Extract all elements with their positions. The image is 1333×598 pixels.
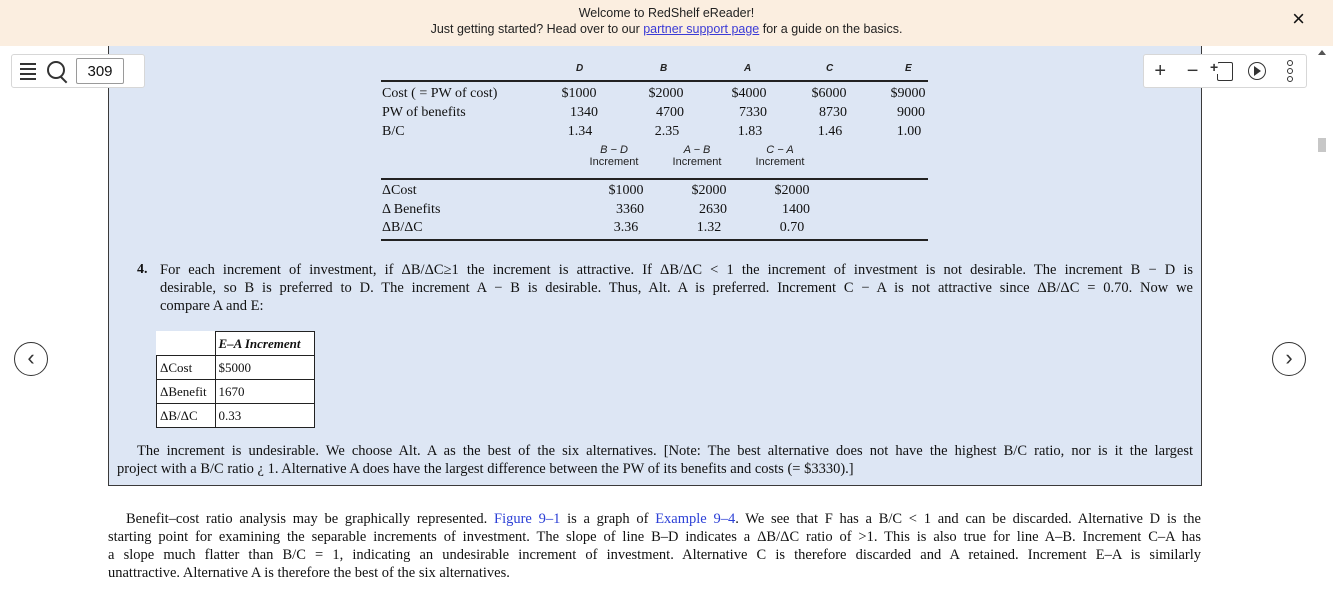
close-banner-button[interactable]: × bbox=[1292, 6, 1305, 31]
cell: $6000 bbox=[811, 86, 847, 101]
cell: 0.70 bbox=[779, 220, 805, 235]
row-label-pw-benefits: PW of benefits bbox=[382, 105, 466, 120]
cell: 9000 bbox=[897, 105, 925, 120]
cell: $4000 bbox=[731, 86, 767, 101]
cell: 7330 bbox=[739, 105, 767, 120]
cell: 1.83 bbox=[737, 124, 763, 139]
cell: $9000 bbox=[890, 86, 926, 101]
cell: $2000 bbox=[774, 183, 810, 198]
cell: 1340 bbox=[570, 105, 598, 120]
body-text: . We see that F has a B/C < 1 and can be discarded. Alternative D is the bbox=[735, 511, 1201, 527]
banner-subtitle bbox=[0, 22, 1333, 36]
increment-word: Increment bbox=[589, 156, 639, 168]
increment-top-rule bbox=[381, 178, 928, 180]
table-bottom-rule bbox=[381, 239, 928, 241]
table-corner bbox=[157, 332, 216, 356]
cell: 1.00 bbox=[896, 124, 922, 139]
read-aloud-button[interactable] bbox=[1245, 62, 1269, 80]
increment-word: Increment bbox=[672, 156, 722, 168]
chevron-left-icon: ‹ bbox=[27, 345, 35, 370]
col-header-e: E bbox=[905, 63, 912, 74]
more-vertical-icon bbox=[1287, 60, 1293, 82]
ea-label: ΔBenefit bbox=[157, 380, 216, 404]
chevron-right-icon: › bbox=[1285, 345, 1293, 370]
body-text: is a graph of bbox=[560, 511, 656, 527]
banner-title: Welcome to RedShelf eReader! bbox=[578, 6, 755, 20]
inc-label-dcost: ΔCost bbox=[382, 183, 417, 198]
add-note-button[interactable] bbox=[1213, 62, 1237, 81]
left-toolbar bbox=[11, 54, 145, 88]
next-page-button[interactable] bbox=[1272, 342, 1306, 376]
right-toolbar bbox=[1143, 54, 1307, 88]
cell: $2000 bbox=[648, 86, 684, 101]
item-number: 4. bbox=[137, 262, 148, 277]
cell: 1400 bbox=[782, 202, 810, 217]
ea-increment-table bbox=[156, 331, 315, 428]
cell: 1.32 bbox=[696, 220, 722, 235]
table-row bbox=[157, 356, 315, 380]
body-text: Benefit–cost ratio analysis may be graphically represented. bbox=[126, 511, 494, 527]
cell: 8730 bbox=[819, 105, 847, 120]
partner-support-link[interactable]: partner support page bbox=[643, 22, 760, 36]
col-header-b: B bbox=[660, 63, 668, 74]
body-line4: unattractive. Alternative A is therefore the best of the six alternatives. bbox=[108, 565, 510, 581]
cell: 4700 bbox=[656, 105, 684, 120]
increment-pair: B − D bbox=[600, 144, 628, 156]
add-note-icon bbox=[1217, 62, 1233, 81]
table-row bbox=[157, 332, 315, 356]
inc-label-dbdc: ΔB/ΔC bbox=[382, 220, 423, 235]
cell: 2630 bbox=[699, 202, 727, 217]
increment-pair: C − A bbox=[766, 144, 794, 156]
increment-header-ca bbox=[749, 144, 811, 168]
ea-header: E–A Increment bbox=[215, 332, 314, 356]
row-label-bc: B/C bbox=[382, 124, 405, 139]
item4-line1: For each increment of investment, if ΔB/ΔC≥1 the increment is attractive. If ΔB/ΔC < 1 the increment of investment is not desirable. The increment B − D is bbox=[160, 262, 1193, 278]
figure-link[interactable]: Figure 9–1 bbox=[494, 511, 561, 527]
scroll-thumb[interactable] bbox=[1318, 138, 1326, 152]
search-icon[interactable] bbox=[44, 58, 70, 84]
example-link[interactable]: Example 9–4 bbox=[655, 511, 736, 527]
ea-label: ΔCost bbox=[157, 356, 216, 380]
page-number-input[interactable] bbox=[76, 58, 124, 84]
zoom-out-button[interactable]: − bbox=[1186, 59, 1199, 82]
table-row bbox=[157, 404, 315, 428]
col-header-d: D bbox=[576, 63, 584, 74]
conclusion-line2: project with a B/C ratio ¿ 1. Alternative A does have the largest difference between the PW of its benefits and costs (= $3330).] bbox=[117, 461, 854, 477]
ea-value: 1670 bbox=[215, 380, 314, 404]
row-label-cost: Cost ( = PW of cost) bbox=[382, 86, 498, 101]
increment-header-bd bbox=[583, 144, 645, 168]
body-line2: starting point for examining the separable increments of investment. The slope of line B–D indicates a ΔB/ΔC ratio of >1. This is also true for line A–B. Increment C–A has bbox=[108, 529, 1201, 545]
zoom-in-button[interactable]: + bbox=[1154, 59, 1167, 82]
table-row bbox=[157, 380, 315, 404]
col-header-c: C bbox=[826, 63, 834, 74]
col-header-a: A bbox=[744, 63, 752, 74]
cell: 3360 bbox=[616, 202, 644, 217]
ea-value: $5000 bbox=[215, 356, 314, 380]
previous-page-button[interactable] bbox=[14, 342, 48, 376]
cell: $1000 bbox=[608, 183, 644, 198]
increment-header-ab bbox=[666, 144, 728, 168]
increment-word: Increment bbox=[755, 156, 805, 168]
inc-label-dbenefits: Δ Benefits bbox=[382, 202, 441, 217]
increment-pair: A − B bbox=[683, 144, 711, 156]
cell: 1.46 bbox=[817, 124, 843, 139]
scrollbar[interactable] bbox=[1317, 46, 1327, 598]
cell: 3.36 bbox=[613, 220, 639, 235]
menu-icon[interactable] bbox=[20, 63, 42, 80]
cell: $2000 bbox=[691, 183, 727, 198]
conclusion-line1: The increment is undesirable. We choose Alt. A as the best of the six alternatives. [Note: The best alternative does not have the highest B/C ratio, nor is it the largest bbox=[137, 443, 1193, 459]
ea-label: ΔB/ΔC bbox=[157, 404, 216, 428]
cell: 1.34 bbox=[567, 124, 593, 139]
body-line3: a slope much flatter than B/C = 1, indicating an undesirable increment of investment. Alternative C is therefore discarded and A retained. Increment E–A is similarly bbox=[108, 547, 1201, 563]
body-line1 bbox=[108, 510, 1201, 528]
banner-text-prefix: Just getting started? Head over to our bbox=[430, 22, 644, 36]
scroll-up-arrow-icon[interactable] bbox=[1318, 50, 1326, 55]
item4-line2: desirable, so B is preferred to D. The increment A − B is desirable. Thus, Alt. A is preferred. Increment C − A is not attractive since ΔB/ΔC = 0.70. Now we bbox=[160, 280, 1193, 296]
cell: $1000 bbox=[561, 86, 597, 101]
cell: 2.35 bbox=[654, 124, 680, 139]
item4-line3: compare A and E: bbox=[160, 298, 264, 314]
banner-text-suffix: for a guide on the basics. bbox=[759, 22, 903, 36]
more-options-button[interactable] bbox=[1278, 60, 1302, 82]
welcome-banner bbox=[0, 0, 1333, 46]
play-icon bbox=[1248, 62, 1266, 80]
table-top-rule bbox=[381, 80, 928, 82]
ea-value: 0.33 bbox=[215, 404, 314, 428]
